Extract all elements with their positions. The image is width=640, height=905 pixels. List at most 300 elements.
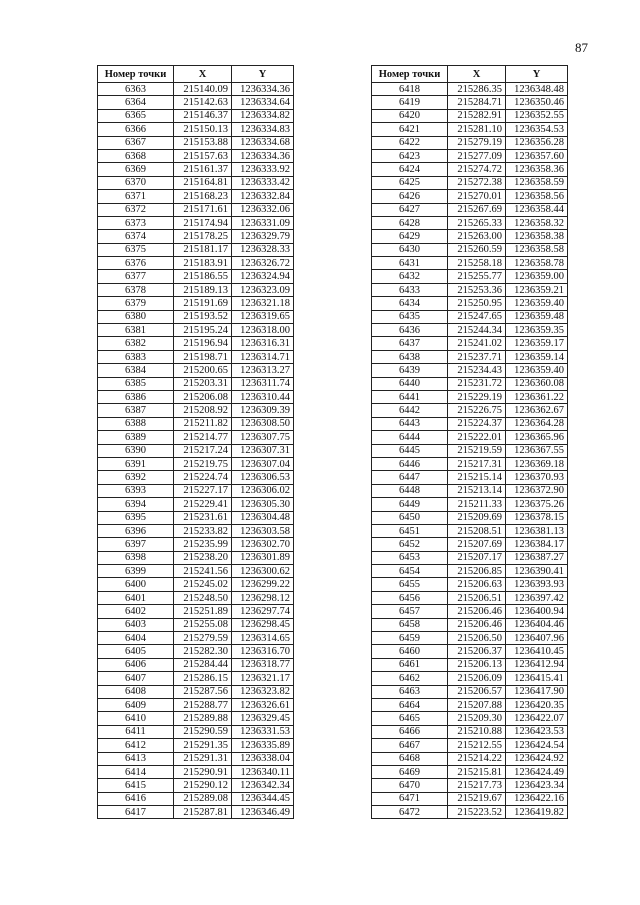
y-cell: 1236370.93 — [506, 471, 568, 484]
y-cell: 1236358.44 — [506, 203, 568, 216]
point-number-cell: 6411 — [98, 725, 174, 738]
table-row — [98, 806, 294, 819]
y-cell: 1236359.17 — [506, 337, 568, 350]
x-cell: 215207.69 — [448, 538, 506, 551]
x-cell: 215142.63 — [174, 96, 232, 109]
point-number-cell: 6381 — [98, 324, 174, 337]
x-cell: 215209.69 — [448, 511, 506, 524]
y-cell: 1236316.31 — [232, 337, 294, 350]
table-row — [98, 364, 294, 377]
y-cell: 1236334.82 — [232, 109, 294, 122]
x-cell: 215217.73 — [448, 779, 506, 792]
table-row — [98, 417, 294, 430]
point-number-cell: 6453 — [372, 551, 448, 564]
x-cell: 215164.81 — [174, 176, 232, 189]
y-cell: 1236365.96 — [506, 431, 568, 444]
table-row — [372, 578, 568, 591]
x-cell: 215277.09 — [448, 149, 506, 162]
point-number-cell: 6439 — [372, 364, 448, 377]
point-number-cell: 6472 — [372, 806, 448, 819]
x-cell: 215219.59 — [448, 444, 506, 457]
table-row — [372, 243, 568, 256]
x-cell: 215153.88 — [174, 136, 232, 149]
table-row — [98, 350, 294, 363]
x-cell: 215233.82 — [174, 524, 232, 537]
y-cell: 1236372.90 — [506, 484, 568, 497]
y-cell: 1236356.28 — [506, 136, 568, 149]
y-cell: 1236338.04 — [232, 752, 294, 765]
table-row — [372, 524, 568, 537]
x-cell: 215157.63 — [174, 149, 232, 162]
x-cell: 215255.08 — [174, 618, 232, 631]
point-number-cell: 6464 — [372, 698, 448, 711]
point-number-cell: 6431 — [372, 257, 448, 270]
point-number-cell: 6388 — [98, 417, 174, 430]
y-cell: 1236331.09 — [232, 216, 294, 229]
table-row — [98, 176, 294, 189]
y-cell: 1236361.22 — [506, 390, 568, 403]
point-number-cell: 6418 — [372, 83, 448, 96]
x-cell: 215287.56 — [174, 685, 232, 698]
y-cell: 1236410.45 — [506, 645, 568, 658]
y-cell: 1236357.60 — [506, 149, 568, 162]
table-row — [372, 605, 568, 618]
y-cell: 1236359.40 — [506, 297, 568, 310]
x-cell: 215211.82 — [174, 417, 232, 430]
y-cell: 1236306.02 — [232, 484, 294, 497]
y-cell: 1236412.94 — [506, 658, 568, 671]
point-number-cell: 6440 — [372, 377, 448, 390]
x-cell: 215210.88 — [448, 725, 506, 738]
y-cell: 1236334.83 — [232, 123, 294, 136]
point-number-cell: 6441 — [372, 390, 448, 403]
table-row — [98, 270, 294, 283]
table-row — [372, 618, 568, 631]
header-x: X — [174, 66, 232, 83]
table-row — [372, 417, 568, 430]
point-number-cell: 6437 — [372, 337, 448, 350]
y-cell: 1236422.16 — [506, 792, 568, 805]
y-cell: 1236307.75 — [232, 431, 294, 444]
table-row — [372, 283, 568, 296]
x-cell: 215212.55 — [448, 739, 506, 752]
y-cell: 1236375.26 — [506, 498, 568, 511]
x-cell: 215247.65 — [448, 310, 506, 323]
table-row — [98, 190, 294, 203]
table-row — [372, 123, 568, 136]
table-row — [98, 257, 294, 270]
table-row — [98, 779, 294, 792]
y-cell: 1236415.41 — [506, 672, 568, 685]
point-number-cell: 6438 — [372, 350, 448, 363]
point-number-cell: 6384 — [98, 364, 174, 377]
point-number-cell: 6406 — [98, 658, 174, 671]
x-cell: 215286.15 — [174, 672, 232, 685]
table-row — [372, 203, 568, 216]
x-cell: 215217.31 — [448, 457, 506, 470]
point-number-cell: 6368 — [98, 149, 174, 162]
x-cell: 215245.02 — [174, 578, 232, 591]
x-cell: 215206.46 — [448, 618, 506, 631]
table-row — [372, 698, 568, 711]
x-cell: 215206.13 — [448, 658, 506, 671]
point-number-cell: 6448 — [372, 484, 448, 497]
x-cell: 215290.91 — [174, 765, 232, 778]
y-cell: 1236359.48 — [506, 310, 568, 323]
x-cell: 215224.74 — [174, 471, 232, 484]
y-cell: 1236417.90 — [506, 685, 568, 698]
y-cell: 1236390.41 — [506, 565, 568, 578]
header-point-number: Номер точки — [98, 66, 174, 83]
point-number-cell: 6463 — [372, 685, 448, 698]
point-number-cell: 6459 — [372, 632, 448, 645]
x-cell: 215270.01 — [448, 190, 506, 203]
point-number-cell: 6419 — [372, 96, 448, 109]
x-cell: 215265.33 — [448, 216, 506, 229]
x-cell: 215226.75 — [448, 404, 506, 417]
table-row — [98, 645, 294, 658]
point-number-cell: 6412 — [98, 739, 174, 752]
point-number-cell: 6420 — [372, 109, 448, 122]
table-row — [98, 538, 294, 551]
y-cell: 1236300.62 — [232, 565, 294, 578]
x-cell: 215191.69 — [174, 297, 232, 310]
point-number-cell: 6377 — [98, 270, 174, 283]
page-number: 87 — [575, 40, 588, 55]
point-number-cell: 6396 — [98, 524, 174, 537]
y-cell: 1236307.31 — [232, 444, 294, 457]
point-number-cell: 6458 — [372, 618, 448, 631]
table-row — [98, 658, 294, 671]
y-cell: 1236358.38 — [506, 230, 568, 243]
y-cell: 1236332.84 — [232, 190, 294, 203]
y-cell: 1236420.35 — [506, 698, 568, 711]
x-cell: 215279.19 — [448, 136, 506, 149]
y-cell: 1236384.17 — [506, 538, 568, 551]
point-number-cell: 6429 — [372, 230, 448, 243]
y-cell: 1236359.21 — [506, 283, 568, 296]
table-row — [98, 765, 294, 778]
table-row — [98, 324, 294, 337]
table-row — [98, 123, 294, 136]
y-cell: 1236316.70 — [232, 645, 294, 658]
table-row — [372, 364, 568, 377]
y-cell: 1236358.59 — [506, 176, 568, 189]
y-cell: 1236362.67 — [506, 404, 568, 417]
table-row — [98, 283, 294, 296]
table-row — [372, 96, 568, 109]
x-cell: 215263.00 — [448, 230, 506, 243]
point-number-cell: 6469 — [372, 765, 448, 778]
table-row — [98, 83, 294, 96]
y-cell: 1236364.28 — [506, 417, 568, 430]
table-row — [372, 176, 568, 189]
point-number-cell: 6426 — [372, 190, 448, 203]
x-cell: 215200.65 — [174, 364, 232, 377]
table-row — [98, 685, 294, 698]
table-row — [98, 551, 294, 564]
x-cell: 215289.88 — [174, 712, 232, 725]
table-row — [98, 672, 294, 685]
point-number-cell: 6395 — [98, 511, 174, 524]
x-cell: 215206.63 — [448, 578, 506, 591]
y-cell: 1236329.45 — [232, 712, 294, 725]
point-number-cell: 6382 — [98, 337, 174, 350]
y-cell: 1236381.13 — [506, 524, 568, 537]
y-cell: 1236348.48 — [506, 83, 568, 96]
x-cell: 215217.24 — [174, 444, 232, 457]
x-cell: 215206.51 — [448, 591, 506, 604]
table-row — [372, 511, 568, 524]
y-cell: 1236306.53 — [232, 471, 294, 484]
table-row — [98, 230, 294, 243]
x-cell: 215208.92 — [174, 404, 232, 417]
table-row — [372, 498, 568, 511]
point-number-cell: 6405 — [98, 645, 174, 658]
table-row — [98, 243, 294, 256]
x-cell: 215168.23 — [174, 190, 232, 203]
table-row — [98, 337, 294, 350]
x-cell: 215198.71 — [174, 350, 232, 363]
point-number-cell: 6416 — [98, 792, 174, 805]
x-cell: 215235.99 — [174, 538, 232, 551]
table-row — [98, 484, 294, 497]
x-cell: 215215.14 — [448, 471, 506, 484]
point-number-cell: 6468 — [372, 752, 448, 765]
table-row — [372, 658, 568, 671]
y-cell: 1236334.36 — [232, 83, 294, 96]
x-cell: 215222.01 — [448, 431, 506, 444]
x-cell: 215140.09 — [174, 83, 232, 96]
table-row — [372, 685, 568, 698]
point-number-cell: 6466 — [372, 725, 448, 738]
table-header-row — [372, 66, 568, 83]
x-cell: 215251.89 — [174, 605, 232, 618]
x-cell: 215174.94 — [174, 216, 232, 229]
table-row — [98, 149, 294, 162]
y-cell: 1236323.82 — [232, 685, 294, 698]
point-number-cell: 6365 — [98, 109, 174, 122]
point-number-cell: 6374 — [98, 230, 174, 243]
point-number-cell: 6432 — [372, 270, 448, 283]
point-number-cell: 6467 — [372, 739, 448, 752]
table-row — [372, 257, 568, 270]
x-cell: 215290.12 — [174, 779, 232, 792]
y-cell: 1236328.33 — [232, 243, 294, 256]
y-cell: 1236305.30 — [232, 498, 294, 511]
table-row — [98, 712, 294, 725]
x-cell: 215281.10 — [448, 123, 506, 136]
x-cell: 215171.61 — [174, 203, 232, 216]
point-number-cell: 6413 — [98, 752, 174, 765]
table-row — [372, 350, 568, 363]
table-row — [98, 431, 294, 444]
y-cell: 1236358.32 — [506, 216, 568, 229]
point-number-cell: 6403 — [98, 618, 174, 631]
x-cell: 215284.71 — [448, 96, 506, 109]
x-cell: 215215.81 — [448, 765, 506, 778]
table-row — [98, 725, 294, 738]
point-number-cell: 6430 — [372, 243, 448, 256]
y-cell: 1236310.44 — [232, 390, 294, 403]
y-cell: 1236359.35 — [506, 324, 568, 337]
table-row — [98, 390, 294, 403]
header-y: Y — [506, 66, 568, 83]
y-cell: 1236321.18 — [232, 297, 294, 310]
x-cell: 215224.37 — [448, 417, 506, 430]
table-row — [372, 471, 568, 484]
x-cell: 215186.55 — [174, 270, 232, 283]
table-row — [98, 565, 294, 578]
y-cell: 1236352.55 — [506, 109, 568, 122]
point-number-cell: 6460 — [372, 645, 448, 658]
x-cell: 215248.50 — [174, 591, 232, 604]
table-row — [372, 632, 568, 645]
point-number-cell: 6428 — [372, 216, 448, 229]
table-row — [372, 163, 568, 176]
table-row — [372, 404, 568, 417]
x-cell: 215284.44 — [174, 658, 232, 671]
point-number-cell: 6461 — [372, 658, 448, 671]
coordinates-table-right — [371, 65, 568, 819]
x-cell: 215272.38 — [448, 176, 506, 189]
y-cell: 1236334.36 — [232, 149, 294, 162]
y-cell: 1236311.74 — [232, 377, 294, 390]
x-cell: 215255.77 — [448, 270, 506, 283]
point-number-cell: 6434 — [372, 297, 448, 310]
x-cell: 215213.14 — [448, 484, 506, 497]
x-cell: 215286.35 — [448, 83, 506, 96]
table-row — [372, 765, 568, 778]
table-row — [372, 216, 568, 229]
x-cell: 215227.17 — [174, 484, 232, 497]
x-cell: 215206.50 — [448, 632, 506, 645]
point-number-cell: 6435 — [372, 310, 448, 323]
table-row — [372, 149, 568, 162]
point-number-cell: 6404 — [98, 632, 174, 645]
x-cell: 215206.57 — [448, 685, 506, 698]
y-cell: 1236359.14 — [506, 350, 568, 363]
x-cell: 215250.95 — [448, 297, 506, 310]
point-number-cell: 6442 — [372, 404, 448, 417]
y-cell: 1236333.92 — [232, 163, 294, 176]
point-number-cell: 6367 — [98, 136, 174, 149]
table-row — [372, 739, 568, 752]
x-cell: 215241.56 — [174, 565, 232, 578]
table-row — [98, 377, 294, 390]
x-cell: 215189.13 — [174, 283, 232, 296]
table-row — [372, 672, 568, 685]
table-row — [98, 136, 294, 149]
header-y: Y — [232, 66, 294, 83]
table-row — [98, 752, 294, 765]
point-number-cell: 6427 — [372, 203, 448, 216]
x-cell: 215178.25 — [174, 230, 232, 243]
x-cell: 215181.17 — [174, 243, 232, 256]
x-cell: 215207.88 — [448, 698, 506, 711]
table-row — [98, 605, 294, 618]
y-cell: 1236297.74 — [232, 605, 294, 618]
x-cell: 215146.37 — [174, 109, 232, 122]
point-number-cell: 6393 — [98, 484, 174, 497]
table-row — [372, 645, 568, 658]
x-cell: 215282.91 — [448, 109, 506, 122]
table-row — [98, 404, 294, 417]
table-row — [372, 551, 568, 564]
x-cell: 215206.46 — [448, 605, 506, 618]
x-cell: 215208.51 — [448, 524, 506, 537]
point-number-cell: 6417 — [98, 806, 174, 819]
point-number-cell: 6394 — [98, 498, 174, 511]
table-row — [98, 792, 294, 805]
x-cell: 215291.35 — [174, 739, 232, 752]
y-cell: 1236387.27 — [506, 551, 568, 564]
point-number-cell: 6424 — [372, 163, 448, 176]
x-cell: 215206.37 — [448, 645, 506, 658]
y-cell: 1236342.34 — [232, 779, 294, 792]
y-cell: 1236307.04 — [232, 457, 294, 470]
point-number-cell: 6397 — [98, 538, 174, 551]
x-cell: 215287.81 — [174, 806, 232, 819]
y-cell: 1236422.07 — [506, 712, 568, 725]
table-row — [372, 270, 568, 283]
table-row — [372, 136, 568, 149]
header-point-number: Номер точки — [372, 66, 448, 83]
x-cell: 215183.91 — [174, 257, 232, 270]
x-cell: 215206.85 — [448, 565, 506, 578]
point-number-cell: 6449 — [372, 498, 448, 511]
y-cell: 1236346.49 — [232, 806, 294, 819]
x-cell: 215288.77 — [174, 698, 232, 711]
point-number-cell: 6387 — [98, 404, 174, 417]
y-cell: 1236423.34 — [506, 779, 568, 792]
x-cell: 215150.13 — [174, 123, 232, 136]
y-cell: 1236332.06 — [232, 203, 294, 216]
table-row — [372, 109, 568, 122]
y-cell: 1236326.61 — [232, 698, 294, 711]
point-number-cell: 6383 — [98, 350, 174, 363]
y-cell: 1236323.09 — [232, 283, 294, 296]
y-cell: 1236424.54 — [506, 739, 568, 752]
table-row — [98, 591, 294, 604]
table-row — [98, 216, 294, 229]
x-cell: 215206.09 — [448, 672, 506, 685]
point-number-cell: 6407 — [98, 672, 174, 685]
point-number-cell: 6422 — [372, 136, 448, 149]
point-number-cell: 6408 — [98, 685, 174, 698]
table-row — [372, 377, 568, 390]
y-cell: 1236314.71 — [232, 350, 294, 363]
x-cell: 215258.18 — [448, 257, 506, 270]
point-number-cell: 6385 — [98, 377, 174, 390]
point-number-cell: 6386 — [98, 390, 174, 403]
table-row — [372, 230, 568, 243]
x-cell: 215244.34 — [448, 324, 506, 337]
table-row — [372, 725, 568, 738]
point-number-cell: 6456 — [372, 591, 448, 604]
table-row — [372, 190, 568, 203]
table-row — [98, 698, 294, 711]
x-cell: 215211.33 — [448, 498, 506, 511]
x-cell: 215289.08 — [174, 792, 232, 805]
point-number-cell: 6400 — [98, 578, 174, 591]
point-number-cell: 6409 — [98, 698, 174, 711]
x-cell: 215241.02 — [448, 337, 506, 350]
table-row — [98, 739, 294, 752]
x-cell: 215237.71 — [448, 350, 506, 363]
x-cell: 215195.24 — [174, 324, 232, 337]
point-number-cell: 6398 — [98, 551, 174, 564]
